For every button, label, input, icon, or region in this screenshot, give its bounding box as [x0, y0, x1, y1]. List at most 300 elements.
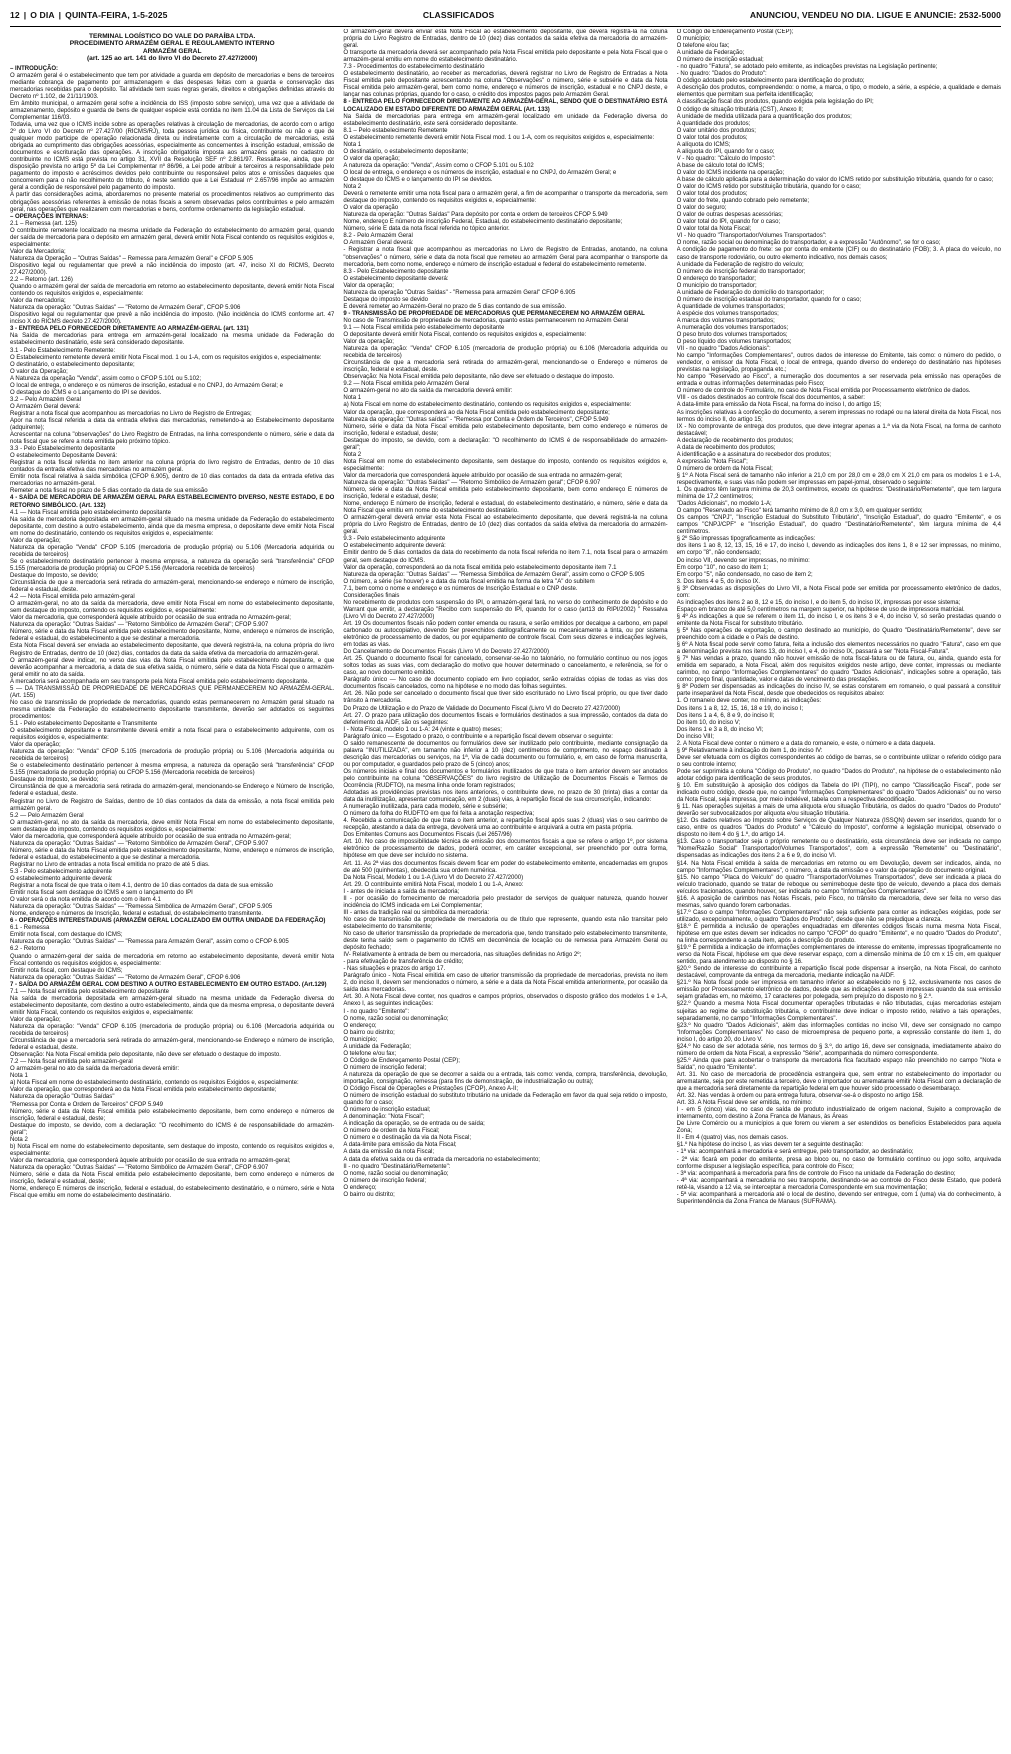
- paragraph: O número de ordem da Nota Fiscal;: [676, 465, 773, 472]
- header-left: [10, 10, 168, 20]
- paragraph: Destaque do imposto, se devido, com a declaração: "O recolhimento do ICMS é de responsabilidade do armazém-geral";: [343, 437, 668, 451]
- paragraph: O armazém-geral deverá enviar esta Nota Fiscal ao estabelecimento depositante, que deverá registrá-la na coluna própria do Livro Registro de Entradas, dentro de 10 (dez) dias contados da saída efetiva da mercadoria do armazém-geral.: [343, 29, 668, 50]
- paragraph: Adotadas as providências previstas nos itens anteriores, o contribuinte deve, no prazo de 30 (trinta) dias a contar da data da inutilização, apresentar comunicação, em 2 (duas) vias, à repartição fiscal de sua circunscrição, indicando:: [343, 790, 668, 804]
- paragraph: O destaque do ICMS e o lançamento do IPI se devidos.: [343, 176, 493, 183]
- paragraph: a) Nota Fiscal em nome do estabelecimento destinatário, contendo os requisitos exigidos e, especialmente:: [343, 402, 632, 409]
- paragraph: O valor total dos produtos;: [676, 134, 748, 141]
- paragraph: O telefone e/ou fax;: [676, 43, 730, 50]
- paragraph: Os campos "CNPJ", "Inscrição Estadual do Substituto Tributário", "Inscrição Estadual", do quadro "Emitente", e os campos "CNPJ/CPF" e "Inscrição Estadual", do quadro "Destinatário/Remetente", têm largura mínima de 4,4 centímetros.: [676, 515, 1001, 536]
- paragraph: 5 — DA TRANSMISSÃO DE PROPRIEDADE DE MERCADORIAS QUE PERMANECEREM NO ARMAZÉM-GERAL. (Art. 155): [10, 685, 335, 699]
- paragraph: Na saída de mercadoria depositada em armazém-geral situado na mesma unidade da Federação do estabelecimento depositante, com destino a outro estabelecimento, ainda que da mesma empresa, o depositante deve emitir Nota Fiscal em nome do destinatário, contendo os requisitos exigidos e, especialmente:: [10, 516, 335, 537]
- paragraph: Art. 10. No caso de impossibilidade técnica de emissão dos documentos fiscais a que se refere o artigo 1º, por sistema eletrônico de processamento de dados, poderá ocorrer, em caráter excepcional, ser preenchido por outra forma, hipótese em que deve ser incluído no sistema.: [343, 839, 668, 860]
- paragraph: O valor será o da nota emitida de acordo com o item 4.1: [10, 897, 161, 904]
- paragraph: 3.3 - Pelo Estabelecimento depositante: [10, 446, 116, 453]
- paragraph: - Registrar a nota fiscal que acompanhou as mercadorias no Livro de Registro de Entradas, anotando, na coluna "observações" o número, série e data da nota fiscal que remeteu ao armazém Geral para acompanhar o transporte da mercadoria, bem como nome, endereço e número de inscrição estadual e federal do estabelecimento remetente.: [343, 247, 668, 268]
- paragraph: Emitir nota fiscal, com destaque do ICMS;: [10, 967, 123, 974]
- paragraph: Natureza da operação: "Outras Saídas" Para depósito por conta e ordem de terceiros CFOP 5.949: [343, 212, 608, 219]
- paragraph: As indicações dos itens 2 ao 8, 12 e 15, do inciso I, e do item 5, do inciso IX, impressas por esse sistema;: [676, 599, 961, 606]
- column-2: [343, 29, 667, 1753]
- paragraph: Emitir nota fiscal sem destaque do ICMS e sem o lançamento do IPI: [10, 890, 193, 897]
- paragraph: Registrar a nota fiscal de que trata o item 4.1, dentro de 10 dias contados da data de sua emissão: [10, 883, 273, 890]
- paragraph: Nota 2: [343, 184, 362, 191]
- paragraph: A identificação e a assinatura do recebedor dos produtos;: [676, 451, 831, 458]
- paragraph: Observação: Na Nota Fiscal emitida pelo depositante, não deve ser efetuado o destaque do imposto.: [343, 374, 615, 381]
- paragraph: 9.3 - Pelo estabelecimento adquirente: [343, 536, 446, 543]
- paragraph: O número de inscrição estadual do substituto tributário na unidade da Federação em favor da qual seja retido o imposto, quando for o caso;: [343, 1093, 668, 1107]
- paragraph: O valor unitário dos produtos;: [676, 127, 756, 134]
- paragraph: O peso bruto dos volumes transportados;: [676, 332, 788, 339]
- paragraph: O endereço do transportador;: [676, 275, 756, 282]
- paragraph: Emitir nota fiscal relativa à saída simbólica (CFOP 6.905), dentro de 10 dias contados da data da entrada efetiva das mercadorias no armazém-geral.: [10, 474, 335, 488]
- paragraph: Valor da operação;: [10, 537, 61, 544]
- paragraph: Emitir nota fiscal, com destaque do ICMS;: [10, 932, 123, 939]
- paragraph: IV- Relativamente à entrada de bem ou mercadoria, nas situações definidas no Artigo 2º;: [343, 952, 582, 959]
- paragraph: A classificação fiscal dos produtos, quando exigida pela legislação do IPI;: [676, 99, 874, 106]
- paragraph: Nome, endereço E número de inscrição Federal, Estadual, do estabelecimento destinatário depositante;: [343, 219, 623, 226]
- paragraph: Na Saída de mercadorias para entrega em armazém-geral localizado na mesma unidade da Federação do estabelecimento destinatário, este será considerado depositante.: [10, 333, 335, 347]
- paragraph: 5.3 - Pelo estabelecimento adquirente: [10, 868, 112, 875]
- paragraph: O saldo remanescente de documentos ou formulários deve ser inutilizado pelo contribuinte, mediante consignação da palavra "INUTILIZADA", em tamanho não inferior a 10 (dez) centímetros de comprimento, no espaço destinado à descrição das mercadorias ou serviços, na 1ª, Via de cada documento ou formulário, e, em caso de forma manuscrita, ou por computador, e guardados pelo prazo de 5 (cinco) anos;: [343, 740, 668, 768]
- paragraph: O município;: [343, 1036, 378, 1043]
- paragraph: O número de inscrição federal do transportador;: [676, 268, 806, 275]
- paragraph: Parágrafo único — Esgotado o prazo, o contribuinte e a repartição fiscal devem observar o seguinte:: [343, 733, 613, 740]
- paragraph: A unidade de medida utilizada para a quantificação dos produtos;: [676, 113, 852, 120]
- paragraph: Valor da operação, que corresponderá ao da Nota Fiscal emitida pelo estabelecimento depositante;: [343, 409, 610, 416]
- paragraph: Apor na nota fiscal referida a data da entrada efetiva das mercadorias, remetendo-a ao Estabelecimento depositante (adquirente);: [10, 417, 335, 432]
- paragraph: Nome, endereço E números de inscrição, federal e estadual, do estabelecimento destinatário, e o número, série e Nota Fiscal que emitiu em nome do estabelecimento destinatário.: [10, 1186, 335, 1200]
- paragraph: O armazém-geral deverá enviar esta Nota Fiscal ao estabelecimento depositante, que deverá registrá-la na coluna própria do Livro Registro de Entradas, dentro de 10 (dez) dias contados da saída efetiva da mercadoria do armazém-geral.: [343, 515, 668, 536]
- notice-title-line: PROCEDIMENTO ARMAZÉM GERAL E REGULAMENTO INTERNO: [69, 40, 275, 48]
- paragraph: A unidade da Federação de registro do veículo;: [676, 261, 804, 268]
- paragraph: A base de cálculo total do ICMS;: [676, 162, 765, 169]
- paragraph: Nota 1: [343, 395, 362, 402]
- paragraph: O Código Fiscal de Operações e Prestações (CFOP), Anexo A-II;: [343, 1086, 519, 1093]
- paragraph: A natureza da operação de que se decorrer a saída ou a entrada, tais como: venda, compra, transferência, devolução, importação, consignação, remessa (para fins de demonstração, de industrialização ou outra);: [343, 1071, 668, 1085]
- paragraph: II - no quadro "Destinatário/Remetente":: [343, 1163, 451, 1170]
- paragraph: Valor da operação;: [343, 339, 394, 346]
- paragraph: Valor da operação;: [10, 742, 61, 749]
- paragraph: O código adotado pelo estabelecimento para identificação do produto;: [676, 78, 865, 85]
- paragraph: Natureza da operação: "Outras Saídas" — "Retorno de Armazém Geral", CFOP 6.906: [10, 974, 241, 981]
- paragraph: O nome, razão social ou denominação;: [343, 1170, 449, 1177]
- paragraph: A unidade de Federação do domicílio do transportador;: [676, 289, 825, 296]
- paragraph: O código de situação tributária (CST), Anexo II;: [676, 106, 804, 113]
- paragraph: Natureza da operação: "Outras Saídas" — "Retorno Simbólico de Armazém geral"; CFOP 6.907: [343, 480, 601, 486]
- paragraph: Nome, endereço e números de Inscrição, federal e estadual, do estabelecimento transmitente.: [10, 911, 264, 918]
- paragraph: Circunstância de que a mercadoria será retirada do armazém-geral, mencionando-se endereço e número de inscrição, federal e estadual, deste.: [10, 580, 335, 594]
- paragraph: No campo "Reservado ao Fisco", a numeração dos documentos a ser reservada pela emissão nas operações de entrada e outras informações determinadas pelo Fisco;: [676, 374, 1001, 388]
- paragraph: Número, série e data da Nota Fiscal emitida pelo estabelecimento depositante, bem como endereço e números de inscrição, federal e estadual, deste;: [10, 1108, 335, 1122]
- paragraph: O bairro ou distrito;: [343, 1191, 395, 1198]
- paragraph: O armazém-geral no ato da saída da mercadoria deverá emitir:: [10, 1066, 180, 1073]
- paragraph: A alíquota do ICMS;: [676, 141, 731, 148]
- paragraph: IX - No comprovante de entrega dos produtos, que deve integrar apenas a 1.ª via da Nota Fiscal, na forma de canhoto destacável;: [676, 423, 1001, 437]
- paragraph: De Livre Comércio ou a municípios a que forem ou vierem a ser estendidos os benefícios Estabelecidos para aquela Zona;: [676, 1121, 1001, 1135]
- paragraph: O Armazém Geral deverá:: [343, 240, 414, 247]
- paragraph: 3.2 – Pelo Armazém Geral: [10, 396, 81, 403]
- paragraph: Circunstância de que a mercadoria será retirada do armazém-geral, mencionando-se Endereço e número de inscrição, federal e estadual, deste.: [10, 1038, 335, 1052]
- paragraph: O nome, razão social ou denominação;: [343, 1015, 449, 1022]
- paragraph: Dispositivo legal ou regulamentar que prevê a não incidência do imposto. (Não incidência do ICMS conforme art. 47 inciso X do RICMS decreto 27.427/2000).: [10, 312, 335, 326]
- paragraph: O número da folha do RUDFTO em que foi feita a anotação respectiva;: [343, 811, 535, 818]
- paragraph: As inscrições relativas à confecção do documento, a serem impressas no rodapé ou na lateral direita da Nota Fiscal, nos termos do inciso II, do artigo 15;: [676, 409, 1001, 423]
- paragraph: O telefone e/ou fax;: [343, 1050, 397, 1057]
- columns: [10, 27, 1001, 1753]
- paragraph: Nome, endereço E número de inscrição, federal e estadual, do estabelecimento destinatário, e número, série e data da Nota Fiscal que emitiu em nome do estabelecimento destinatário.: [343, 501, 668, 515]
- paragraph: A indicação da operação, se de entrada ou de saída;: [343, 1121, 485, 1128]
- paragraph: O número, a série (se houver) e a data da nota fiscal emitida na forma da letra "A" do subitem: [343, 578, 595, 585]
- paragraph: O nome, razão social ou denominação do transportador, e a expressão "Autônomo", se for o caso;: [676, 240, 941, 247]
- separator: |: [58, 10, 62, 20]
- paragraph: §23.º No quadro "Dados Adicionais", além das informações contidas no inciso VII, deve ser consignado no campo "Informações Complementares" No caso de microempresa de pequeno porte, a expressão constante do item 1, do inciso I, do artigo 20, do Livro V.: [676, 1022, 1001, 1043]
- paragraph: Parágrafo único — No caso de documento copiado em livro copiador, serão extraídas cópias de todas as vias dos documentos fiscais cancelados, como na hipótese e no modo das folhas seguintes.: [343, 677, 668, 691]
- paragraph: §13. Caso o transportador seja o próprio remetente ou o destinatário, esta circunstância deve ser indicada no campo "Nome/Razão Social" Transportador/Volumes Transportados", com a expressão "Remetente" ou "Destinatário", dispensadas as indicações dos itens 2 a 6 e 9, do inciso VI.: [676, 839, 1001, 860]
- paragraph: Art. 32. Nas vendas à ordem ou para entrega futura, observar-se-á o disposto no artigo 158.: [676, 1093, 924, 1100]
- paragraph: I - Nota Fiscal, modelo 1 ou 1-A: 24 (vinte e quatro) meses;: [343, 726, 502, 733]
- paragraph: Natureza da operação "Outras Saídas": [10, 1094, 115, 1101]
- paragraph: Destaque do imposto, se devido, com a declaração: "O recolhimento do ICMS é de responsabilidade do armazém-geral";: [10, 1122, 335, 1136]
- paragraph: O município;: [676, 36, 711, 43]
- paragraph: VII - no quadro "Dados Adicionais":: [676, 346, 771, 353]
- paragraph: O campo "Reservado ao Fisco" terá tamanho mínimo de 8,0 cm x 3,0, em qualquer sentido;: [676, 508, 923, 515]
- page-number: 12: [10, 10, 20, 20]
- paragraph: Valor da operação, corresponderá ao da nota fiscal emitida pelo estabelecimento depositante item 7.1: [343, 564, 617, 571]
- paragraph: A marca dos volumes transportados;: [676, 317, 775, 324]
- paragraph: § 9º Relativamente à indicação do item 1, do inciso IV:: [676, 747, 823, 754]
- paragraph: 3.1 - Pelo Estabelecimento Remetente:: [10, 347, 116, 354]
- paragraph: Esta Nota Fiscal deverá ser enviada ao estabelecimento depositante, que deverá registrá-la, na coluna própria do livro Registro de Entradas, dentro de 10 (dez) dias, contados da data da saída efetiva da mercadoria do armazém-geral.: [10, 643, 335, 657]
- paragraph: - para efetivação de transferência de crédito;: [343, 959, 464, 966]
- paragraph: 8 - ENTREGA PELO FORNECEDOR DIRETAMENTE AO ARMAZÉM-GERAL, SENDO QUE O DESTINATÁRIO ESTÁ LOCALIZADO EM ESTADO DIFERENTE DO ARMAZÉM GERAL (Art. 133): [343, 99, 668, 113]
- paragraph: Número, série e data da Nota Fiscal emitida pelo estabelecimento depositante, Nome, endereço e números de inscrição, federal e estadual, do estabelecimento a que se destinar a mercadoria.: [10, 629, 335, 643]
- paragraph: 6.1 - Remessa: [10, 925, 50, 932]
- paragraph: 2.2 – Retorno (art. 126): [10, 277, 73, 284]
- paragraph: O Código de Endereçamento Postal (CEP);: [676, 29, 794, 35]
- paragraph: Art. 11. As 2ª vias dos documentos fiscais devem ficar em poder do estabelecimento emitente, encadernadas em grupos de até 500 (quinhentas), obedecida sua ordem numérica.: [343, 860, 668, 874]
- paragraph: 7.2 — Nota fiscal emitida pelo armazém-geral: [10, 1059, 133, 1066]
- paragraph: § 1º A Nota Fiscal será de tamanho não inferior a 21,0 cm por 28,0 cm e 28,0 cm X 21,0 cm para os modelos 1 e 1-A, respectivamente, e suas vias não podem ser impressas em papel-jornal, observado o seguinte:: [676, 472, 1001, 486]
- paragraph: A numeração dos volumes transportados;: [676, 324, 789, 331]
- paragraph: O destaque do ICMS e o Lançamento do IPI se devidos.: [10, 389, 162, 396]
- paragraph: Espaço em branco de até 5,0 centímetros na margem superior, na hipótese de uso de impressora matricial.: [676, 606, 965, 613]
- paragraph: O endereço;: [343, 1184, 377, 1191]
- paragraph: A Natureza da operação "Venda", assim como o CFOP 5.101 ou 5.102;: [10, 375, 202, 382]
- paragraph: O número de controle do Formulário, no caso de Nota Fiscal emitida por Processamento eletrônico de dados.: [676, 388, 971, 395]
- paragraph: O armazém-geral deve indicar, no verso das vias da Nota Fiscal emitida pelo estabelecimento depositante, e que deverão acompanhar a mercadoria, a data de sua efetiva saída, o número, série e data da Nota Fiscal que o armazém-geral emitir no ato da saída.: [10, 657, 335, 678]
- paragraph: §14. Na Nota Fiscal emitida à saída de mercadorias em retorno ou em Devolução, devem ser indicados, ainda, no campo "Informações Complementares", o número, a data da emissão e o valor da operação do documento original.: [676, 860, 1001, 874]
- paragraph: A partir das considerações acima, abordaremos no presente material os procedimentos relativos ao cumprimento das obrigações acessórias referentes à emissão de notas fiscais a serem observadas pelos contribuintes e pelo armazém geral, nas operações que realizarem com mercadorias e bens, conforme ordenamento da legislação estadual.: [10, 192, 335, 213]
- paragraph: O valor da operação: [343, 205, 399, 212]
- paragraph: O armazém-geral, no ato da saída da mercadoria, deve emitir Nota Fiscal em nome do estabelecimento depositante, sem destaque do imposto, contendo os requisitos exigidos e, especialmente:: [10, 819, 335, 833]
- paragraph: O número de ordem da Nota Fiscal;: [343, 1128, 440, 1135]
- paragraph: § 6º A Nota fiscal pode servir como fatura, feita a inclusão dos elementos necessários no quadro "Fatura", caso em que a denominação prevista nos itens 13, do inciso I, e 4, do inciso IX, passará a ser "Nota Fiscal-Fatura".: [676, 642, 1001, 656]
- paragraph: Art. 33. A Nota Fiscal deve ser emitida, no mínimo:: [676, 1100, 813, 1107]
- paper-name: O DIA: [30, 10, 55, 20]
- paragraph: Emitir dentro de 5 dias contados da data do recebimento da nota fiscal referida no item 7.1, nota fiscal para o armazém geral, sem destaque do ICMS.: [343, 550, 668, 564]
- paragraph: §22.º Quando a mesma Nota Fiscal documentar operações tributadas e não tributadas, cujas mercadorias estejam sujeitas ao regime de substituição tributária, o contribuinte deve indicar o imposto retido, relativo a tais operações, separadamente, no campo "Informações Complementares".: [676, 1001, 1001, 1022]
- paragraph: O contribuinte remetente localizado na mesma unidade da Federação do estabelecimento do armazém geral, quando der saída de mercadoria para o depósito em armazém geral, deverá emitir Nota Fiscal contendo os requisitos exigidos e, especialmente:: [10, 227, 335, 248]
- paragraph: II - Em 4 (quatro) vias, nos demais casos.: [676, 1135, 789, 1142]
- paragraph: A espécie dos volumes transportados;: [676, 310, 779, 317]
- paragraph: Registrar no Livro de entradas a nota fiscal emitida no prazo de até 5 dias.: [10, 861, 210, 868]
- paragraph: O armazém-geral, no ato da saída da mercadoria, deve emitir Nota Fiscal em nome do estabelecimento depositante, sem destaque do imposto, contendo os requisitos exigidos e, especialmente:: [10, 601, 335, 615]
- paragraph: 6 - OPERAÇÕES INTERESTADUAIS (ARMAZÉM GERAL LOCALIZADO EM OUTRA UNIDADE DA FEDERAÇÃO): [10, 918, 326, 925]
- paragraph: Natureza da operação: "Outras Saídas" — "Retorno de Armazém Geral", CFOP 5.906: [10, 305, 241, 312]
- paragraph: Nota 1: [10, 1073, 28, 1080]
- paragraph: O estabelecimento Depositante Deverá:: [10, 453, 118, 460]
- paragraph: Valor da operação;: [343, 282, 394, 289]
- paragraph: Dos itens 1 a 4, 6, 8 e 9, do inciso II;: [676, 712, 775, 719]
- paragraph: §19.º É permitida a indicação de informações complementares de interesse do emitente, impressas tipograficamente no verso da Nota Fiscal, hipótese em que deve reservar espaço, com a dimensão mínima de 10 cm x 15 cm, em qualquer sentido, para atendimento ao disposto no § 16.: [676, 945, 1001, 966]
- paragraph: A unidade da Federação;: [676, 50, 745, 57]
- paragraph: Acrescentar na coluna "observações" do Livro Registro de Entradas, na linha correspondente o número, série e data da nota fiscal que se refere a nota emitida pelo próximo tópico.: [10, 432, 335, 446]
- paragraph: Do inciso VII, devendo ser impressas, no mínimo:: [676, 557, 810, 564]
- paragraph: b) Nota Fiscal em nome do estabelecimento depositante, sem destaque do imposto, contendo os requisitos exigidos e, especialmente:: [10, 1143, 335, 1157]
- paragraph: Destaque do imposto se devido: [343, 296, 429, 303]
- paragraph: Se o estabelecimento destinatário pertencer à mesma empresa, a natureza da operação será "transferência" CFOP 5.155 (mercadoria de produção própria) ou CFOP 5.156 (Mercadoria recebida de terceiros): [10, 763, 335, 777]
- paragraph: Valor da mercadoria;: [10, 298, 66, 305]
- paragraph: Valor da Mercadoria;: [10, 248, 66, 255]
- paragraph: §18.º É permitida a inclusão de operações enquadradas em diferentes códigos fiscais numa mesma Nota Fiscal, hipótese em que estes devem ser indicados no campo "CFOP" do quadro "Emitente", e no quadro "Dados do Produto", na linha correspondente a cada item, após a descrição do produto.: [676, 923, 1001, 945]
- notice-title-line: ARMAZÉM GERAL: [142, 47, 202, 55]
- paragraph: - Nas situações e prazos do artigo 17.: [343, 966, 446, 973]
- paragraph: Do item 10, do inciso V;: [676, 719, 741, 726]
- paragraph: O Estabelecimento remetente deverá emitir Nota Fiscal mod. 1 ou 1-A, com os requisitos exigidos e, especialmente:: [10, 354, 322, 361]
- paragraph: 7 - SAÍDA DO ARMAZÉM GERAL COM DESTINO A OUTRO ESTABELECIMENTO EM OUTRO ESTADO. (Art.129): [10, 981, 327, 988]
- paragraph: Natureza da operação: "Outras Saídas" — "Retorno Simbólico de Armazém Geral", CFOP 6.907: [10, 1164, 269, 1171]
- paragraph: Pode ser suprimida a coluna "Código do Produto", no quadro "Dados do Produto", na hipótese de o estabelecimento não adotar código para identificação de seus produtos.: [676, 768, 1001, 782]
- paragraph: A numeração inutilizada, para cada modelo, série e subsérie;: [343, 804, 508, 811]
- paragraph: O número de inscrição estadual do transportador, quando for o caso;: [676, 296, 862, 303]
- paragraph: A expressão "Nota Fiscal";: [676, 458, 748, 465]
- paragraph: Número, série E data da nota fiscal referida no tópico anterior.: [343, 226, 510, 233]
- paragraph: 7.1 — Nota fiscal emitida pelo estabelecimento depositante: [10, 988, 169, 995]
- paragraph: Art. 29. O contribuinte emitirá Nota Fiscal, modelo 1 ou 1-A, Anexo:: [343, 881, 524, 888]
- paragraph: 8.1 – Pelo estabelecimento Remetente: [343, 127, 448, 134]
- paragraph: O valor do ICMS retido por substituição tributária, quando for o caso;: [676, 184, 861, 191]
- paragraph: A natureza da operação: "Venda", Assim como o CFOP 5.101 ou 5.102: [343, 162, 534, 169]
- paragraph: 4. Recebida a comunicação de que trata o item anterior, a repartição fiscal após suas 2 (duas) vias o seu carimbo de recepção, atestando a data da entrega, devolverá uma ao contribuinte e arquivará a outra em pasta própria.: [343, 818, 668, 832]
- paragraph: No caso de transmissão da propriedade de mercadoria ou de título que represente, quando esta não transitar pelo estabelecimento do transmitente;: [343, 916, 668, 930]
- paragraph: a) Nota Fiscal em nome do estabelecimento destinatário, contendo os requisitos Exigidos e, especialmente:: [10, 1080, 299, 1087]
- paragraph: O destinatário, o estabelecimento depositante;: [10, 361, 135, 368]
- paragraph: II - por ocasião do fornecimento de mercadoria pelo prestador de serviços de qualquer natureza, quando houver incidência do ICMS indicada em Lei Complementar;: [343, 895, 668, 909]
- page-date: QUINTA-FEIRA, 1-5-2025: [65, 10, 168, 20]
- paragraph: - No quadro: "Dados do Produto":: [676, 71, 767, 78]
- paragraph: No campo "Informações Complementares", outros dados de interesse do Emitente, tais como: o número do pedido, o vendedor, o emissor da Nota Fiscal, o local de entrega, quando diverso do endereço do destinatário nas hipóteses previstas na legislação, propaganda etc.;: [676, 353, 1001, 374]
- paragraph: Parágrafo único - Nota Fiscal emitida em caso de ulterior transmissão da propriedade de mercadorias, prevista no item 2, do inciso II, devem ser mencionados o número, a série e a data da Nota Fiscal emitida anteriormente, por ocasião da saída das mercadorias.: [343, 973, 668, 994]
- paragraph: 4.2 — Nota Fiscal emitida pelo armazém-geral: [10, 594, 135, 601]
- paragraph: Número, série e data da Nota Fiscal emitida pelo estabelecimento depositante, Nome, endereço e números de inscrição, federal e estadual, do estabelecimento a que se destinar a mercadoria.: [10, 847, 335, 861]
- paragraph: I - em 5 (cinco) vias, no caso de saída de produto industrializado de origem nacional, Sujeito a comprovação de internamento, com destino à Zona Franca de Manaus, às Áreas: [676, 1107, 1001, 1121]
- paragraph: I - no quadro "Emitente":: [343, 1008, 410, 1015]
- paragraph: O valor de outras despesas acessórias;: [676, 212, 783, 219]
- paragraph: Art. 30. A Nota Fiscal deve conter, nos quadros e campos próprios, observados o disposto gráfico dos modelos 1 e 1-A, Anexo I, as seguintes indicações:: [343, 994, 668, 1008]
- paragraph: Todavia, uma vez que o ICMS incide sobre as operações relativas à circulação de mercadorias, de acordo com o artigo 2º do Livro VI do Decreto nº 27.427/00 (RICMS/RJ), toda pessoa jurídica ou física, contribuinte ou não e que de qualquer modo participe de operação relacionada direta ou indiretamente com a circulação de mercadorias, está obrigada ao cumprimento das obrigações acessórias, especialmente as concernentes à inscrição estadual, emissão de documentos e escrituração das operações. A inscrição obrigatória imposta aos armazéns gerais no cadastro do contribuinte no ICMS está prevista no artigo 31, XVII da Resolução SEF nº 2.861/97. Ressalta-se, ainda, que por disposição prevista no artigo 5º da Lei Complementar nº 86/96, a Lei pode atribuir a terceiros a responsabilidade pelo pagamento do imposto e acréscimos devidos pelo contribuinte ou responsável pelos atos e omissões daqueles que concorrerem para o não recolhimento do tributo, é neste sentido que a Lei Estadual nº 2.657/96 impõe ao armazém geral a condição de responsável pelo pagamento do imposto.: [10, 122, 335, 192]
- ad-line: ANUNCIOU, VENDEU NO DIA. LIGUE E ANUNCIE: 2532-5000: [749, 10, 1001, 20]
- paragraph: O valor do seguro;: [676, 205, 727, 212]
- paragraph: O Código de Endereçamento Postal (CEP);: [343, 1057, 460, 1064]
- column-1-body: [10, 66, 334, 1201]
- paragraph: 2. A Nota Fiscal deve conter o número e a data do romaneio, e este, o número e a data daquela.: [676, 740, 936, 747]
- separator: |: [23, 10, 27, 20]
- paragraph: Valor da mercadoria, que corresponderá àquele atribuído por ocasião de sua entrada no Armazém-geral;: [10, 615, 291, 622]
- paragraph: O Armazém Geral deverá:: [10, 403, 81, 410]
- paragraph: Se o estabelecimento destinatário pertencer à mesma empresa, a natureza da operação será "transferência" CFOP 5.155 (mercadoria de produção própria) ou CFOP 5.156 (Mercadoria recebida de terceiros): [10, 558, 335, 572]
- paragraph: A declaração de recebimento dos produtos;: [676, 437, 794, 444]
- paragraph: Número, série e data da Nota Fiscal emitida pelo estabelecimento depositante, bem como endereço e números de inscrição, federal e estadual, deste;: [10, 1171, 335, 1186]
- paragraph: § 7º Nas vendas a prazo, quando não houver emissão de nota fiscal-fatura ou de fatura, ou, ainda, quando esta for emitida em separado, a Nota Fiscal, além dos requisitos exigidos neste artigo, deve conter, impressas ou mediante carimbo, no campo "Informações Complementares" do quadro "Dados Adicionais", indicações sobre a operação, tais como: preço final, quantidade, valor e datas de vencimento das prestações.: [676, 656, 1001, 684]
- paragraph: Natureza da operação: "Outras Saídas" — "Retorno Simbólico de Armazém Geral"; CFOP 5.907: [10, 622, 269, 629]
- paragraph: Valor da mercadoria, que corresponderá àquele atribuído por ocasião de sua entrada no armazém-geral;: [10, 1157, 291, 1164]
- paragraph: O número de inscrição federal;: [343, 1177, 427, 1184]
- paragraph: A quantidade dos produtos;: [676, 120, 751, 127]
- paragraph: "Dados Adicionais", no modelo 1-A;: [676, 501, 772, 508]
- paragraph: O peso líquido dos volumes transportados;: [676, 339, 792, 346]
- paragraph: Natureza da operação: "Outras Saídas" — "Remessa Simbólica de Armazém Geral", CFOP 5.905: [10, 904, 273, 911]
- paragraph: "Remessa por Conta e Ordem de Terceiros" CFOP 5.949: [10, 1101, 163, 1108]
- paragraph: 5.2 — Pelo Armazém Geral: [10, 812, 84, 819]
- paragraph: 1. Os quadros têm largura mínima de 20,3 centímetros, exceto os quadros: "Destinatário/Remetente", que tem largura mínima de 17,2 centímetros;: [676, 487, 1001, 501]
- paragraph: A data-limite para emissão da Nota Fiscal;: [343, 1142, 457, 1149]
- paragraph: A data da emissão da nota Fiscal;: [343, 1149, 435, 1156]
- paragraph: Os números iniciais e final dos documentos e formulários inutilizados de que trata o item anterior devem ser anotados pelo contribuinte na coluna "OBSERVAÇÕES" do livro registro de Utilização de Documentos Fiscais e Termos de Ocorrência (RUDFTO), na mesma linha onde foram registrados;: [343, 768, 668, 790]
- paragraph: §15. No campo "Placa do Veículo" do quadro "Transportador/Volumes Transportados", deve ser indicada a placa do veículo tracionado, quando se tratar de reboque ou semirreboque deste tipo de veículo, devendo a placa dos demais veículos tracionados, quando houver, ser indicada no campo "Informações Complementares".: [676, 874, 1001, 895]
- paragraph: 4.1 — Nota Fiscal emitida pelo estabelecimento depositante: [10, 509, 172, 516]
- paragraph: 8.3 - Pelo Estabelecimento depositante: [343, 268, 449, 275]
- paragraph: Nota Fiscal em nome do estabelecimento depositante, sem destaque do imposto, contendo os requisitos exigidos e, especialmente:: [343, 458, 668, 472]
- paragraph: V - No quadro: "Cálculo do Imposto":: [676, 155, 776, 162]
- paragraph: A unidade da Federação;: [343, 1043, 411, 1050]
- paragraph: O estabelecimento destinatário, ao receber as mercadorias, deverá registrar no Livro de Registro de Entradas a Nota Fiscal emitida pelo depositante acrescentando na coluna "Observações" o número, série e subsérie e data da Nota Fiscal emitida pelo armazém-geral, bem como nome, endereço e números de inscrição, estadual e no CNPJ deste, e lançar nas colunas próprias, quando for o caso, o crédito dos impostos pagos pelo Armazém Geral.: [343, 71, 668, 99]
- paragraph: O destinatário, o estabelecimento depositante;: [343, 148, 469, 155]
- paragraph: No recebimento de produtos com suspensão do IPI, o armazém-geral fará, no verso do conhecimento de depósito e do Warrant que emitir, a declaração "Recibo com suspensão do IPI, quando for o caso (art13 do RIPI/2002) " Ressalva (Livro VI do Decreto 27.427/2000): [343, 599, 668, 620]
- paragraph: O número de inscrição estadual;: [676, 57, 764, 64]
- paragraph: O depositante deverá emitir Nota Fiscal, contendo os requisitos exigidos e, especialmente:: [343, 332, 587, 339]
- paragraph: A data da efetiva saída ou da entrada da mercadoria no estabelecimento;: [343, 1156, 540, 1163]
- paragraph: §20.º Sendo de interesse do contribuinte a repartição fiscal pode dispensar a inserção, na Nota Fiscal, do canhoto destacável, comprovante da entrega da mercadoria, mediante indicação na AIDF.: [676, 966, 1001, 980]
- column-3-body: [677, 29, 1001, 1206]
- paragraph: A denominação: "Nota Fiscal";: [343, 1114, 425, 1121]
- paragraph: O número e o destinação da via da Nota Fiscal;: [343, 1135, 472, 1142]
- paragraph: Natureza da operação "Venda" CFOP 5.105 (mercadoria de produção própria) ou 5.106 (Mercadoria adquirida ou recebida de terceiros): [10, 544, 335, 558]
- paragraph: O local de entrega, o endereço e os números de inscrição, estadual e no CNPJ, do Armazém Geral; e: [343, 169, 617, 176]
- paragraph: Dos itens 1 a 8, 12, 15, 16, 18 e 19, do inciso I;: [676, 705, 804, 712]
- paragraph: O local de entrega, o endereço e os números de inscrição, estadual e no CNPJ, do Armazém Geral; e: [10, 382, 283, 389]
- paragraph: 7.3 - Procedimentos do estabelecimento destinatário: [343, 64, 485, 71]
- page-header: [10, 4, 1001, 27]
- paragraph: Natureza da Operação – "Outras Saídas" – Remessa para Armazém Geral" e CFOP 5.905: [10, 255, 253, 262]
- paragraph: Da Nota Fiscal, Modelo 1 ou 1-A (Livro VI do Decreto 27.427/2000): [343, 874, 524, 881]
- paragraph: Em âmbito municipal, o armazém geral sofre a incidência do ISS (imposto sobre serviço), uma vez que a atividade de armazenamento, depósito e guarda de bens de qualquer espécie está contida no item 11.04 da Lista de Serviços da Lei Complementar 116/03.: [10, 100, 335, 121]
- paragraph: – INTRODUÇÃO:: [10, 65, 59, 72]
- paragraph: §24.º No caso de ser adotada série, nos termos do § 3.º, do artigo 16, deve ser consignada, imediatamente abaixo do número de ordem da Nota Fiscal, a expressão "Série", acompanhada do número correspondente.: [676, 1043, 1001, 1057]
- paragraph: Valor da operação;: [10, 1016, 61, 1023]
- paragraph: Registrar a nota fiscal referida no item anterior na coluna própria do livro registro de Entradas, dentro de 10 dias contados da entrada efetiva das mercadorias no armazém geral.: [10, 460, 335, 474]
- paragraph: A base de cálculo aplicada para a determinação do valor do ICMS retido por substituição tributária, quando for o caso;: [676, 176, 994, 183]
- paragraph: Dos Emitentes Comuns aos Documentos Fiscais (Lei 2657/96): [343, 832, 512, 839]
- paragraph: 8.2 - Pelo Armazém Geral: [343, 233, 413, 240]
- paragraph: 9 - TRANSMISSÃO DE PROPRIEDADE DE MERCADORIAS QUE PERMANECEREM NO ARMAZÉM GERAL: [343, 310, 645, 317]
- column-3: [677, 29, 1001, 1753]
- paragraph: Número, série e data da Nota Fiscal emitida pelo estabelecimento depositante, bem como endereço e números de inscrição, federal e estadual, deste;: [343, 423, 668, 437]
- paragraph: Registrar a nota fiscal que acompanhou as mercadorias no Livro de Registro de Entregas;: [10, 410, 252, 417]
- paragraph: Na saída de mercadoria depositada em armazém-geral situado na mesma unidade da Federação diversa do estabelecimento depositante, com destino a outro estabelecimento, ainda que da mesma empresa, o depositante deverá emitir Nota Fiscal, contendo os requisitos exigidos e, especialmente:: [10, 995, 335, 1016]
- paragraph: Quando o armazém-geral der saída de mercadoria em retorno ao estabelecimento depositante, deverá emitir Nota Fiscal contendo os requisitos exigidos e, especialmente:: [10, 953, 335, 967]
- paragraph: Do Prazo de Utilização e do Prazo de Validade do Documento Fiscal (Livro VI do Decreto 27.427/2000): [343, 705, 621, 712]
- paragraph: O município do transportador;: [676, 282, 757, 289]
- paragraph: O valor total da Nota Fiscal;: [676, 226, 752, 233]
- paragraph: Dispositivo legal ou regulamentar que prevê a não incidência do imposto (art. 47, inciso XI do RICMS, Decreto 27.427/2000).: [10, 262, 335, 276]
- paragraph: Art. 19 Os documentos fiscais não podem conter emenda ou rasura, e serão emitidos por decalque a carbono, em papel carbonado ou autocopiativo, devendo Ser preenchidos datilograficamente ou mecanicamente a tinta, ou por sistema eletrônico de processamento de dados, ou por equipamento de controle fiscal. Com seus dizeres e indicações legíveis, em todas as vias.: [343, 620, 668, 649]
- paragraph: Em corpo "5", não condensado, no caso de item 2;: [676, 571, 813, 578]
- paragraph: Deve ser efetuada com os dígitos correspondentes ao código de barras, se o contribuinte utilizar o referido código para o seu controle interno;: [676, 754, 1001, 768]
- paragraph: 3. Dos itens 4 e 5, do inciso IX.: [676, 578, 761, 585]
- paragraph: O estabelecimento depositante e transmitente deverá emitir a nota fiscal para o estabelecimento adquirente, com os requisitos exigidos e, especialmente:: [10, 728, 335, 742]
- paragraph: 9.2 — Nota Fiscal emitida pelo Armazém Geral: [343, 381, 470, 388]
- paragraph: VI - No quadro "Transportador/Volumes Transportados":: [676, 233, 827, 240]
- paragraph: O estabelecimento remetente deverá emitir Nota Fiscal mod. 1 ou 1-A, com os requisitos exigidos e, especialmente:: [343, 134, 655, 141]
- paragraph: § 3º Observadas as disposições do Livro VII, a Nota Fiscal pode ser emitida por processamento eletrônico de dados, com:: [676, 585, 1001, 599]
- notice-title-line: (art. 125 ao art. 141 do livro VI do Decreto 27.427/2000): [86, 55, 258, 63]
- paragraph: O valor do ICMS incidente na operação;: [676, 169, 785, 176]
- paragraph: Valor da mercadoria que corresponderá àquele atribuído por ocasião de sua entrada no armazém-geral;: [343, 472, 623, 479]
- paragraph: - 2ª via: ficará em poder do emitente, presa ao bloco ou, no caso de formulário contínuo ou jogo solto, arquivada conforme dispuser a legislação específica, para controle do Fisco;: [676, 1156, 1001, 1170]
- paragraph: - 5ª via: acompanhará a mercadoria até o local de destino, devendo ser entregue, com 1 (uma) via do conhecimento, à Superintendência da Zona Franca de Manaus (SUFRAMA).: [676, 1191, 1001, 1205]
- paragraph: O valor total do IPI, quando for o caso;: [676, 219, 781, 226]
- paragraph: A descrição dos produtos, compreendendo: o nome, a marca, o tipo, o modelo, a série, a espécie, a qualidade e demais elementos que permitam sua perfeita identificação;: [676, 85, 1001, 99]
- paragraph: §16. A aposição de carimbos nas Notas Fiscais, pelo Fisco, no trânsito da mercadoria, deve ser feita no verso das mesmas, salvo quando forem carbonadas.: [676, 895, 1001, 909]
- paragraph: Valor da operação, que corresponderá ao da Nota Fiscal emitida pelo estabelecimento depositante;: [10, 1087, 277, 1094]
- paragraph: §25.º Ainda que para acobertar o transporte da mercadoria fica facultado espaço não preenchido no campo "Nota e Saída", no quadro "Emitente".: [676, 1057, 1001, 1071]
- paragraph: §21.º Na Nota fiscal pode ser impressa em tamanho inferior ao estabelecido no § 12, exclusivamente nos casos de emissão por Processamento eletrônico de dados, desde que as indicações a serem impressas quando da sua emissão sejam grafadas em, no máximo, 17 caracteres por polegada, sem prejuízo do disposto no § 2.º.: [676, 980, 1001, 1001]
- column-1: [10, 29, 334, 1753]
- paragraph: - 1ª via: acompanhará a mercadoria e será entregue, pelo transportador, ao destinatário;: [676, 1149, 914, 1156]
- paragraph: Valor da mercadoria, que corresponderá àquele atribuído por ocasião de sua entrada no Armazém-geral;: [10, 833, 291, 840]
- paragraph: 1. O romaneio deve conter, no mínimo, as indicações:: [676, 698, 822, 705]
- paragraph: § 2º São impressas tipograficamente as indicações:: [676, 536, 816, 543]
- paragraph: Do inciso VIII;: [676, 733, 714, 740]
- paragraph: Quando o armazém geral der saída de mercadoria em retorno ao estabelecimento depositante, deverá emitir Nota Fiscal contendo os requisitos exigidos e, especialmente:: [10, 284, 335, 298]
- paragraph: Observação: Na Nota Fiscal emitida pelo depositante, não deve ser efetuado o destaque do imposto.: [10, 1052, 281, 1059]
- paragraph: Natureza da operação "Outras Saídas" - "Remessa para armazém Geral" CFOP 6.905: [343, 289, 576, 296]
- paragraph: O estabelecimento adquirente deverá:: [343, 543, 446, 550]
- paragraph: § 11. Nas operações sujeitas a mais de uma alíquota e/ou situação Tributária, os dados do quadro "Dados do Produto" deverão ser subvocalizados por alíquota e/ou situação tributária.: [676, 804, 1001, 818]
- paragraph: E deverá remeter ao Armazém-Geral no prazo de 5 dias contando de sua emissão.: [343, 303, 567, 310]
- paragraph: Remeter a nota fiscal no prazo de 5 dias contado da data de sua emissão: [10, 488, 208, 495]
- paragraph: §1.º Na hipótese do inciso I, as vias devem ter a seguinte destinação:: [676, 1142, 864, 1149]
- paragraph: O transporte da mercadoria deverá ser acompanhado pela Nota Fiscal emitida pelo depositante e pela Nota Fiscal que o armazém-geral emitiu em nome do estabelecimento destinatário.: [343, 50, 668, 64]
- paragraph: Circunstância de que a mercadoria será retirada do armazém-geral, mencionando-se o Endereço e números de inscrição, federal e estadual, deste.: [343, 360, 668, 374]
- paragraph: Natureza da operação: "Venda" CFOP 6.105 (mercadoria de produção própria) ou 6.106 (Mercadoria adquirida ou recebida de terceiros): [10, 1024, 335, 1038]
- paragraph: Na Saída de mercadorias para entrega em armazém-geral localizado em unidade da Federação diversa do estabelecimento destinatário, este será considerado depositante.: [343, 113, 668, 127]
- paragraph: Natureza da operação: "Venda" CFOP 6.105 (mercadoria de produção própria) ou 6.106 (Mercadoria adquirida ou recebida de terceiros): [343, 346, 668, 360]
- paragraph: No caso de ulterior transmissão da propriedade de mercadoria que, tendo transitado pelo estabelecimento transmitente, deste tenha saído sem o pagamento do ICMS em decorrência de locação ou de remessa para Armazém Geral ou depósito fechado;: [343, 931, 668, 952]
- paragraph: 4 - SAÍDA DE MERCADORIA DE ARMAZÉM GERAL PARA ESTABELECIMENTO DIVERSO, NESTE ESTADO, E DO RETORNO SIMBÓLICO. (Art. 132): [10, 495, 335, 509]
- paragraph: - 4ª via: acompanhará a mercadoria no seu transporte, destinando-se ao controle do Fisco deste Estado, que poderá retê-la, visando a 12 via, se interceptar a mercadoria Correspondente em sua movimentação;: [676, 1177, 1001, 1191]
- paragraph: Destaque do Imposto, se devido;: [10, 573, 99, 579]
- paragraph: O estabelecimento depositante deverá:: [343, 275, 449, 282]
- paragraph: § 8º Podem ser dispensadas as indicações do inciso IV, se estas constarem em romaneio, o qual passará a constituir parte inseparável da Nota Fiscal, desde que obedecidos os requisitos abaixo:: [676, 684, 1001, 698]
- paragraph: - 3ª via: acompanhará a mercadoria para fins de controle do Fisco na unidade da Federação do destino;: [676, 1170, 956, 1177]
- paragraph: 3 - ENTREGA PELO FORNECEDOR DIRETAMENTE AO ARMAZÉM-GERAL (art. 131): [10, 326, 249, 333]
- paragraph: § 4º As indicações a que se referem o item 11, do inciso I, e os itens 3 e 4, do inciso V, só serão prestadas quando o emitente da Nota Fiscal for substituto tributário.: [676, 613, 1001, 627]
- paragraph: III - antes da tradição real ou simbólica da mercadoria:: [343, 909, 490, 916]
- paragraph: 9.1 — Nota Fiscal emitida pelo estabelecimento depositante: [343, 324, 505, 331]
- paragraph: 6.2 - Retorno: [10, 946, 46, 953]
- paragraph: Considerações finais: [343, 592, 400, 599]
- paragraph: §12. Os dados relativos ao Imposto sobre Serviços de Qualquer Natureza (ISSQN) devem ser inseridos, quando for o caso, entre os quadros "Dados do Produto" e "Cálculo do Imposto", conforme a legislação municipal, observado o disposto no item 4 do § 1.º, do artigo 14.: [676, 818, 1001, 839]
